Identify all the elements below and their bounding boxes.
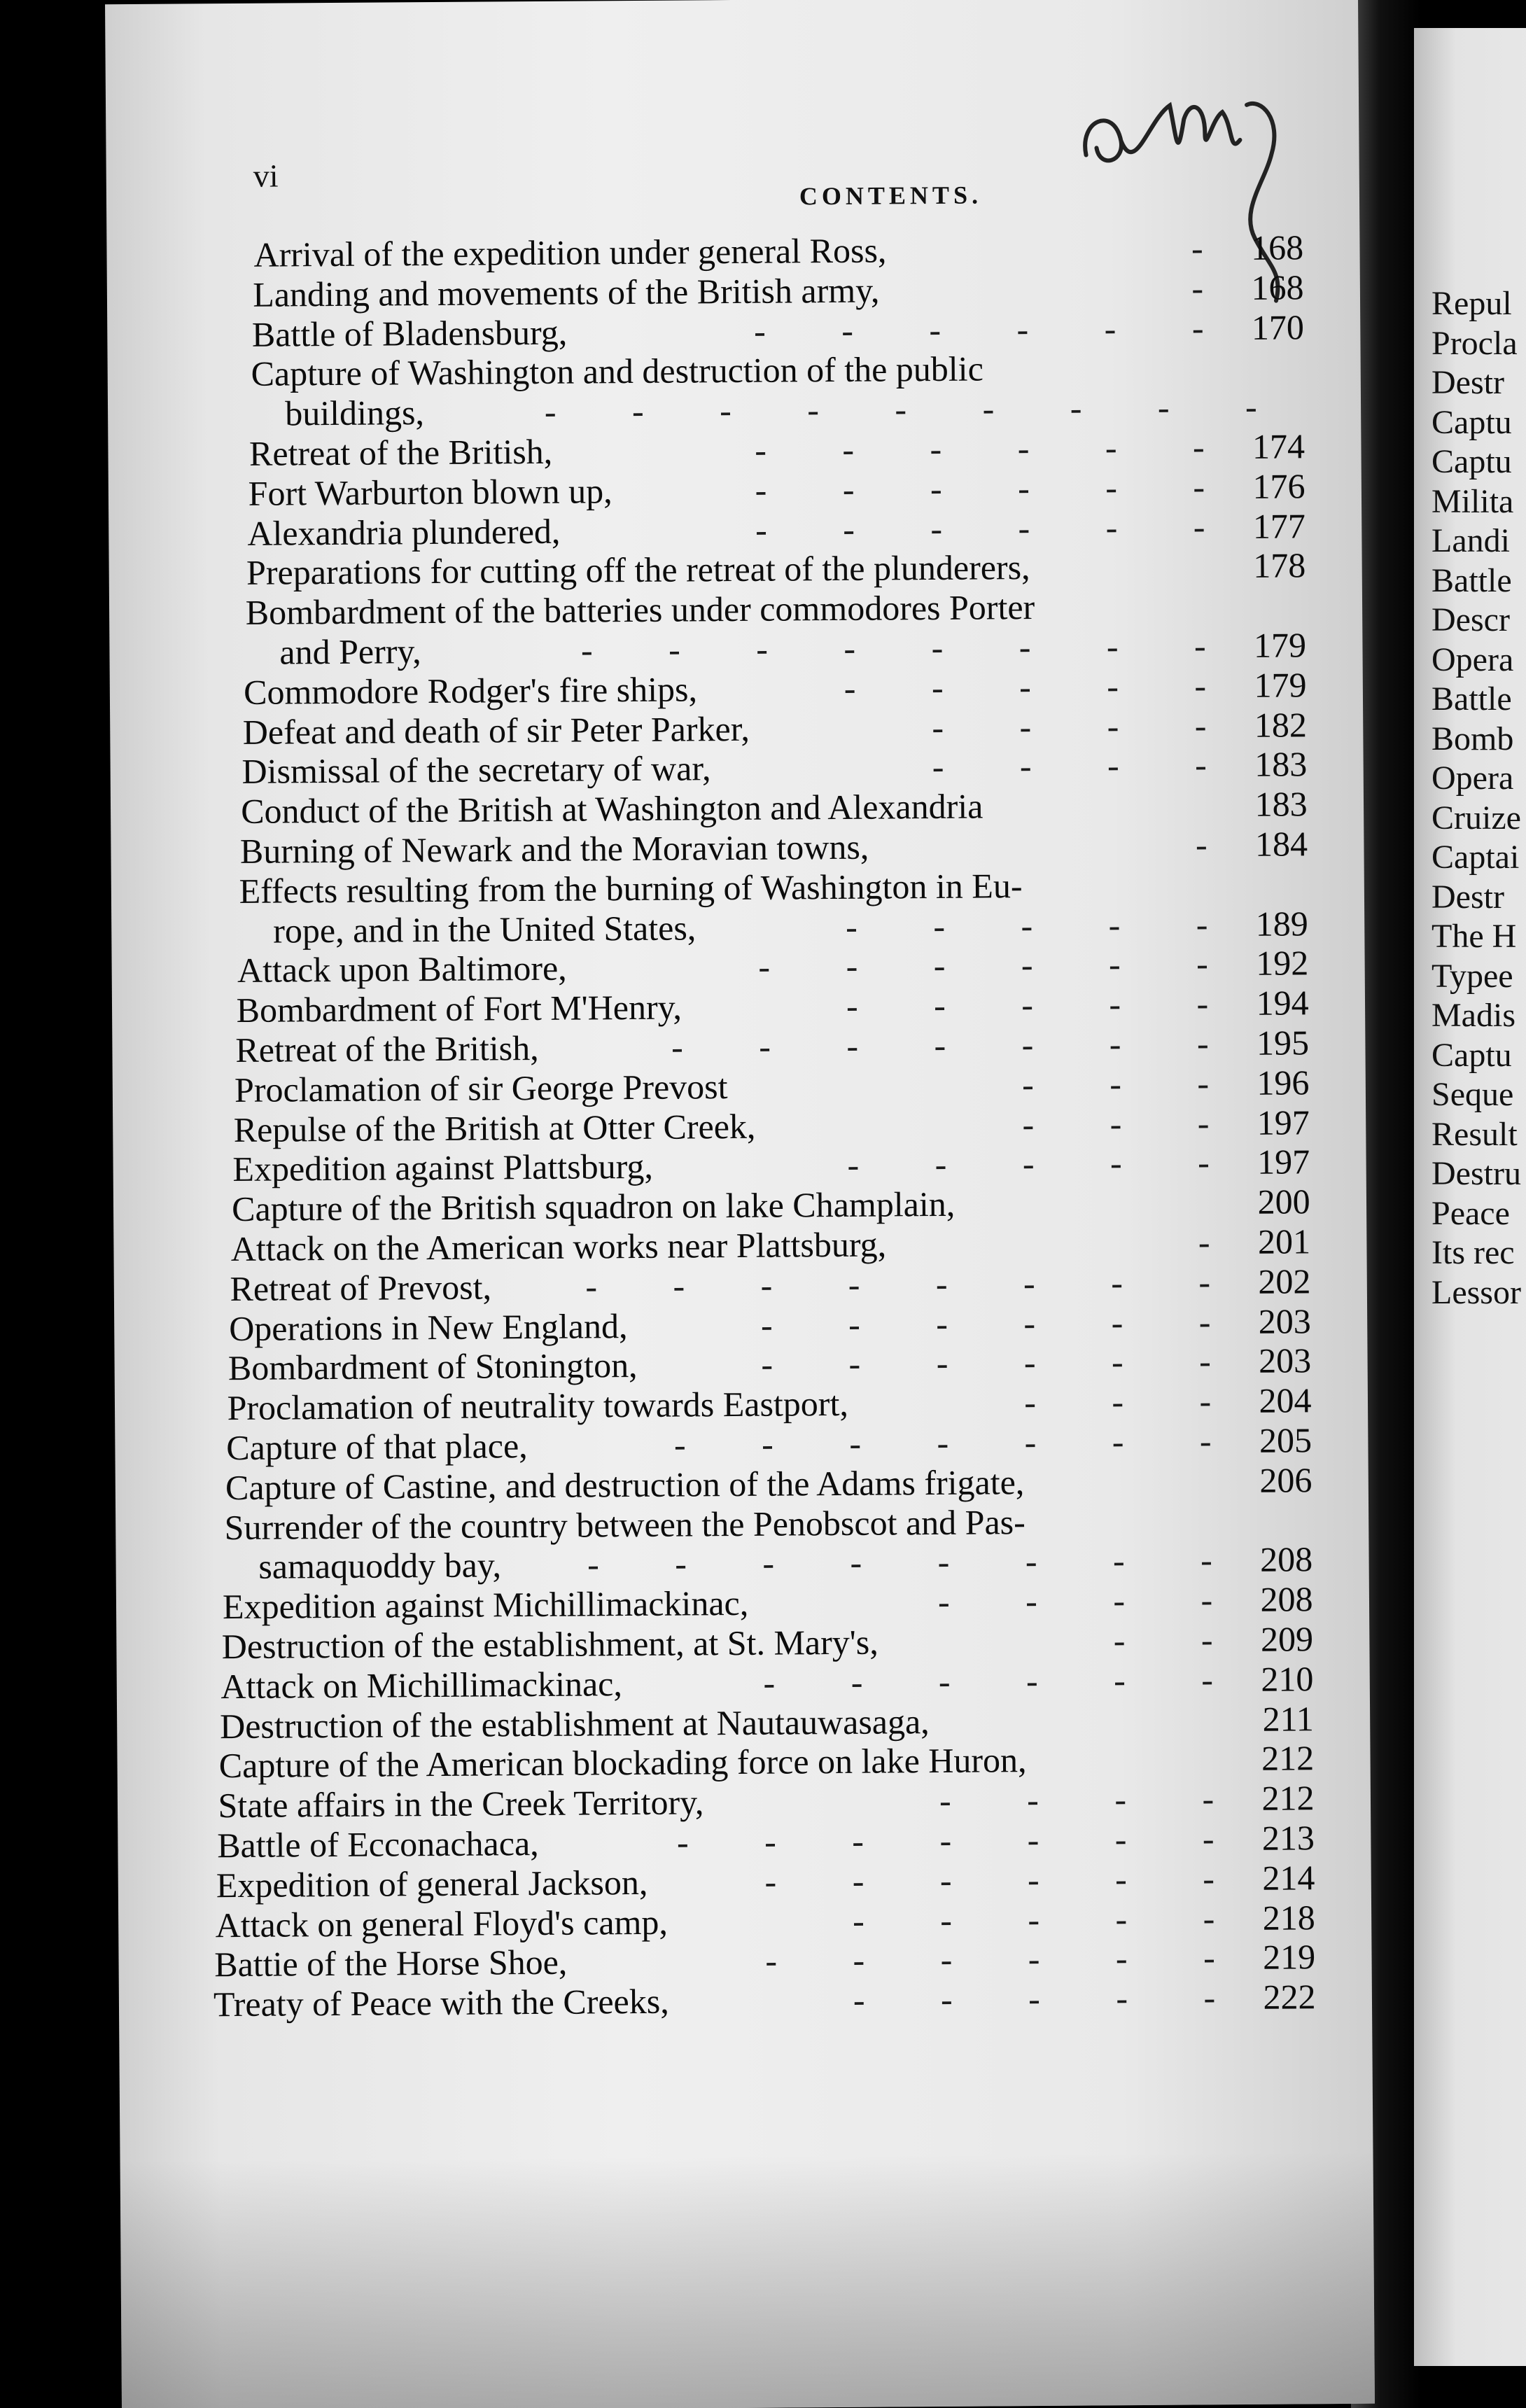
toc-entry-title: Landing and movements of the British army, <box>253 270 880 314</box>
toc-entry-leader: - - - - <box>932 705 1240 747</box>
toc-entry-page: 196 <box>1256 1063 1310 1102</box>
toc-entry-title: Treaty of Peace with the Creeks, <box>213 1981 669 2024</box>
toc-entry-page: 179 <box>1254 665 1307 705</box>
toc-entry-page: 197 <box>1256 1102 1310 1142</box>
toc-entry-leader: - - - - - - - <box>673 1420 1245 1464</box>
toc-entry-leader: - - - - - - - - <box>580 625 1240 670</box>
toc-entry-title: Defeat and death of sir Peter Parker, <box>242 708 750 752</box>
toc-entry-page: 204 <box>1259 1380 1312 1420</box>
toc-entry-page: 197 <box>1256 1142 1310 1182</box>
toc-entry-leader: - <box>1198 1222 1244 1262</box>
contents-page <box>105 0 1375 2408</box>
toc-entry-page: 178 <box>1253 545 1306 586</box>
toc-entry-page: 177 <box>1252 505 1306 546</box>
facing-page-line: Seque <box>1432 1076 1514 1113</box>
toc-entry-leader: - - - - - - <box>755 426 1238 470</box>
facing-page-line: Its rec <box>1432 1234 1515 1271</box>
toc-entry-page: 212 <box>1261 1778 1315 1818</box>
facing-page-line: Procla <box>1432 324 1518 362</box>
toc-entry-title: Burning of Newark and the Moravian towns, <box>239 827 869 871</box>
toc-entry-page: 179 <box>1253 625 1307 665</box>
toc-entry-leader: - - - - - - - - <box>585 1261 1245 1306</box>
facing-page-line: Captu <box>1432 443 1512 480</box>
toc-entry-leader: - - - - - - <box>758 944 1242 987</box>
toc-entry-leader: - - - - - <box>853 1977 1250 2020</box>
toc-entry-page: 195 <box>1256 1023 1310 1063</box>
toc-entry-page: 213 <box>1261 1818 1315 1858</box>
toc-entry-title: Capture of the American blockading force on lake Huron, <box>218 1740 1027 1786</box>
facing-page-line: Madis <box>1432 997 1516 1034</box>
facing-page-line: Opera <box>1432 760 1514 797</box>
toc-entry-title: Bombardment of the batteries under commodores Porter <box>245 587 1035 633</box>
toc-entry-title: Fort Warburton blown up, <box>248 471 612 513</box>
toc-entry-leader: - - - - - - <box>753 307 1238 351</box>
toc-entry-page: 168 <box>1251 267 1304 307</box>
toc-entry-title: Retreat of the British, <box>248 431 553 473</box>
running-head: CONTENTS. <box>799 181 983 211</box>
toc-entry-title: Conduct of the British at Washington and Alexandria <box>241 786 983 832</box>
toc-entry-leader: - - - <box>1021 1063 1243 1104</box>
toc-entry-page: 201 <box>1257 1222 1311 1261</box>
facing-page-line: Battle <box>1432 561 1512 599</box>
toc-entry-page: 208 <box>1259 1539 1313 1580</box>
toc-entry-leader: - - - - - - <box>760 1301 1245 1345</box>
toc-entry-page: 211 <box>1262 1698 1314 1739</box>
toc-entry-title: Battle of Bladensburg, <box>251 312 568 354</box>
toc-entry-page: 170 <box>1251 307 1305 347</box>
toc-entry-page: 210 <box>1261 1659 1314 1699</box>
facing-page <box>1414 28 1526 2366</box>
toc-entry-title: Proclamation of sir George Prevost <box>234 1066 728 1110</box>
toc-entry-page: 176 <box>1252 466 1306 506</box>
toc-entry-title: Capture of that place, <box>226 1426 528 1468</box>
toc-entry-title: Bombardment of Stonington, <box>227 1345 638 1388</box>
toc-entry-page: 214 <box>1262 1858 1315 1898</box>
toc-entry-leader: - - - - - - - - <box>587 1540 1246 1584</box>
facing-page-line: Destr <box>1432 878 1504 916</box>
toc-entry-page: 189 <box>1255 903 1309 944</box>
facing-page-line: Milita <box>1432 482 1514 520</box>
toc-entry-page: 219 <box>1262 1937 1316 1977</box>
toc-entry-page: 192 <box>1256 943 1309 983</box>
toc-entry-title: Proclamation of neutrality towards Eastport, <box>227 1384 849 1428</box>
facing-page-line: Peace <box>1432 1194 1510 1232</box>
toc-entry-title: Preparations for cutting off the retreat of the plunderers, <box>246 547 1030 593</box>
toc-entry-leader: - - - - - - <box>755 506 1239 550</box>
toc-entry-title: Battle of Ecconachaca, <box>217 1823 539 1865</box>
toc-entry-title: Surrender of the country between the Penobscot and Pas- <box>224 1502 1026 1547</box>
facing-page-line: Battle <box>1432 680 1512 718</box>
toc-entry-page: 203 <box>1258 1301 1311 1341</box>
toc-entry-leader: - - <box>1113 1619 1247 1660</box>
toc-entry-leader: - - - - <box>937 1580 1247 1622</box>
toc-entry-page: 203 <box>1258 1340 1312 1381</box>
toc-entry-title: Effects resulting from the burning of Washington in Eu- <box>239 865 1023 911</box>
toc-entry-title: Expedition against Plattsburg, <box>232 1147 654 1189</box>
toc-entry-title: and Perry, <box>279 631 421 672</box>
facing-page-line: Landi <box>1432 522 1510 559</box>
facing-page-line: Captai <box>1432 839 1520 876</box>
toc-entry-leader: - - - - - - <box>763 1659 1247 1702</box>
toc-entry-title: Operations in New England, <box>229 1306 628 1348</box>
toc-entry-title: Attack on Michillimackinac, <box>220 1663 623 1706</box>
toc-entry-page: 168 <box>1250 227 1304 267</box>
facing-page-line: Result <box>1432 1115 1518 1153</box>
toc-entry-leader: - - - - - <box>852 1898 1249 1940</box>
facing-page-line: Cruize <box>1432 799 1521 836</box>
facing-page-line: Typee <box>1432 957 1513 995</box>
toc-entry-title: Arrival of the expedition under general Ross, <box>253 230 887 274</box>
facing-page-line: The H <box>1432 918 1517 955</box>
toc-entry-title: Attack on general Floyd's camp, <box>215 1902 668 1945</box>
toc-entry-page: 205 <box>1259 1420 1312 1460</box>
facing-page-line: Bomb <box>1432 720 1514 757</box>
toc-entry-page: 200 <box>1257 1182 1310 1222</box>
toc-entry-leader: - - - - - <box>846 983 1242 1026</box>
toc-entry-title: Repulse of the British at Otter Creek, <box>233 1106 756 1149</box>
toc-entry-leader: - <box>1191 267 1238 308</box>
toc-entry-page: 184 <box>1254 824 1308 864</box>
facing-page-line: Destr <box>1432 364 1504 401</box>
toc-entry-page: 206 <box>1259 1460 1312 1500</box>
toc-entry-leader: - - - - <box>932 745 1241 787</box>
facing-page-line: Lessor <box>1432 1273 1521 1311</box>
toc-entry-leader: - - - - - <box>844 665 1240 708</box>
toc-entry-title: Attack upon Baltimore, <box>237 948 567 990</box>
toc-entry-leader: - - - - - - - - - <box>544 386 1291 432</box>
toc-entry-leader: - <box>1195 824 1241 864</box>
facing-page-line: Descr <box>1432 601 1510 638</box>
toc-entry-title: Bombardment of Fort M'Henry, <box>236 987 682 1030</box>
toc-entry-title: Battie of the Horse Shoe, <box>214 1942 568 1984</box>
facing-page-line: Destru <box>1432 1155 1521 1192</box>
toc-entry-leader: - - - - - <box>845 904 1242 946</box>
toc-entry-leader: - - - - - - - <box>676 1818 1248 1862</box>
toc-entry-title: Alexandria plundered, <box>247 511 561 553</box>
toc-entry-leader: - - - <box>1024 1381 1245 1422</box>
toc-entry-page: 218 <box>1262 1897 1315 1938</box>
toc-entry-title: Retreat of Prevost, <box>230 1267 492 1308</box>
toc-entry-title: rope, and in the United States, <box>273 907 696 951</box>
facing-page-line: Repul <box>1432 285 1512 322</box>
toc-entry-title: Expedition against Michillimackinac, <box>222 1583 749 1627</box>
toc-entry-page: 208 <box>1260 1579 1313 1619</box>
toc-entry-page: 202 <box>1258 1261 1311 1301</box>
toc-entry-page: 209 <box>1260 1619 1314 1659</box>
toc-entry-leader: - - - - - - <box>761 1341 1245 1385</box>
facing-page-line: Captu <box>1432 1036 1512 1074</box>
toc-entry-leader: - - - - - - <box>755 466 1239 510</box>
toc-entry-page: 182 <box>1254 704 1308 745</box>
toc-entry-page: 194 <box>1256 983 1309 1023</box>
toc-entry-page: 222 <box>1263 1977 1316 2017</box>
toc-entry-title: Capture of Castine, and destruction of the Adams frigate, <box>225 1462 1025 1507</box>
toc-entry-title: Expedition of general Jackson, <box>216 1862 648 1905</box>
toc-entry-title: Attack on the American works near Plattsburg, <box>230 1224 887 1269</box>
toc-entry-title: Dismissal of the secretary of war, <box>241 748 711 792</box>
toc-entry-title: Retreat of the British, <box>235 1028 539 1070</box>
toc-entry-title: Capture of the British squadron on lake Champlain, <box>231 1184 955 1229</box>
toc-entry-leader: - - - - - - <box>765 1938 1249 1981</box>
toc-entry-title: Capture of Washington and destruction of the public <box>251 349 983 394</box>
toc-entry-leader: - - - - - - - <box>671 1023 1242 1067</box>
toc-entry-page: 183 <box>1254 784 1308 824</box>
facing-page-line: Opera <box>1432 640 1514 678</box>
toc-entry-title: Destruction of the establishment at Nautauwasaga, <box>219 1701 930 1746</box>
page-number: vi <box>253 158 279 194</box>
toc-entry-page: 212 <box>1261 1738 1315 1779</box>
toc-entry-title: Commodore Rodger's fire ships, <box>243 669 698 712</box>
toc-entry-leader: - - - - - <box>847 1142 1243 1185</box>
toc-entry-leader: - <box>1191 227 1237 268</box>
toc-entry-leader: - - - - - - <box>764 1858 1249 1901</box>
toc-entry-title: State affairs in the Creek Territory, <box>218 1782 704 1826</box>
toc-entry-leader: - - - - <box>939 1779 1248 1821</box>
toc-entry-page: 183 <box>1254 744 1308 785</box>
toc-entry-title: Destruction of the establishment, at St. Mary's, <box>221 1622 878 1667</box>
facing-page-line: Captu <box>1432 403 1512 441</box>
toc-entry <box>214 1976 1344 2024</box>
toc-entry-title: buildings, <box>285 393 425 433</box>
toc-entry-title: samaquoddy bay, <box>258 1545 502 1587</box>
toc-entry-leader: - - - <box>1022 1102 1243 1144</box>
toc-entry-page: 174 <box>1252 426 1306 466</box>
